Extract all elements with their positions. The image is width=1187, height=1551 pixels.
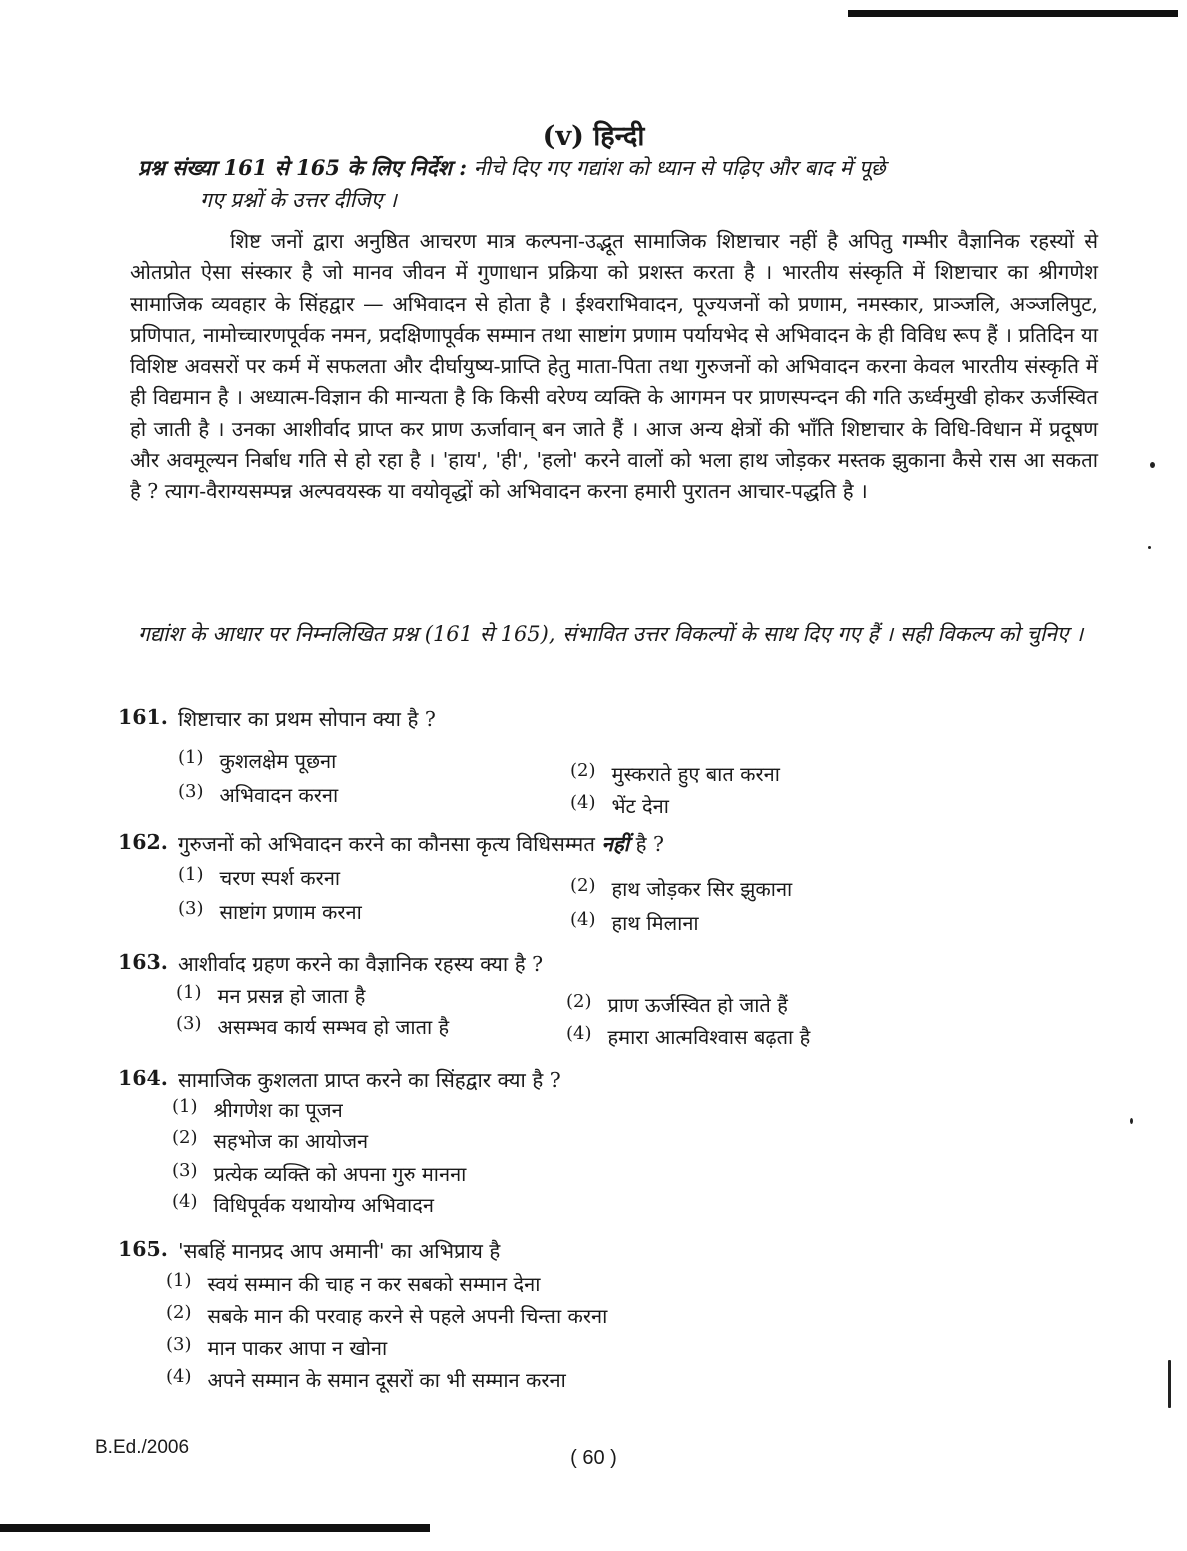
option-1: [178, 864, 340, 891]
option-text: स्वयं सम्मान की चाह न कर सबको सम्मान देना: [207, 1272, 541, 1296]
question-165: [118, 1237, 1098, 1392]
option-4: [166, 1366, 566, 1393]
scan-edge-line: [1168, 1360, 1171, 1408]
option-number: (2): [570, 760, 596, 781]
option-number: (4): [566, 1023, 592, 1044]
option-number: (2): [566, 991, 592, 1012]
bottom-edge-bar: [0, 1524, 430, 1532]
option-1: [166, 1270, 540, 1297]
option-4: [566, 1023, 810, 1050]
option-number: (3): [178, 898, 204, 919]
option-text: चरण स्पर्श करना: [219, 866, 341, 890]
option-2: [166, 1302, 607, 1329]
option-text: हाथ जोड़कर सिर झुकाना: [611, 877, 793, 901]
option-2: [566, 991, 788, 1018]
option-text: प्रत्येक व्यक्ति को अपना गुरु मानना: [213, 1162, 467, 1186]
option-text: मन प्रसन्न हो जाता है: [217, 984, 366, 1008]
instruction-1-label: प्रश्न संख्या 161 से 165 के लिए निर्देश :: [138, 155, 467, 180]
option-text: सबके मान की परवाह करने से पहले अपनी चिन्ता करना: [207, 1304, 608, 1328]
option-number: (3): [166, 1334, 192, 1355]
question-162: [118, 830, 1098, 935]
option-number: (3): [176, 1013, 202, 1034]
option-number: (3): [178, 781, 204, 802]
option-number: (2): [166, 1302, 192, 1323]
question-text: 'सबहिं मानप्रद आप अमानी' का अभिप्राय है: [177, 1239, 501, 1263]
option-4: [172, 1191, 434, 1218]
option-number: (3): [172, 1160, 198, 1181]
option-4: [570, 909, 699, 936]
option-3: [166, 1334, 387, 1361]
option-text: विधिपूर्वक यथायोग्य अभिवादन: [213, 1193, 434, 1217]
option-text: मान पाकर आपा न खोना: [207, 1336, 388, 1360]
option-text: अभिवादन करना: [219, 783, 339, 807]
instruction-1-continuation: गए प्रश्नों के उत्तर दीजिए ।: [200, 188, 397, 212]
option-text: साष्टांग प्रणाम करना: [219, 900, 362, 924]
option-number: (1): [176, 982, 202, 1003]
section-title: (v) हिन्दी: [542, 121, 645, 152]
scan-speck: [1130, 1118, 1133, 1124]
option-number: (1): [178, 864, 204, 885]
question-text-after: है ?: [635, 832, 664, 856]
option-2: [570, 875, 792, 902]
option-text: मुस्कराते हुए बात करना: [611, 762, 780, 786]
passage: शिष्ट जनों द्वारा अनुष्ठित आचरण मात्र कल्पना-उद्भूत सामाजिक शिष्टाचार नहीं है अपितु गम्भीर वैज्ञानिक रहस्यों से ओतप्रोत ऐसा संस्कार है जो मानव जीवन में गुणाधान प्रक्रिया को प्रशस्त करता है । भारतीय संस्कृति में शिष्टाचार का श्रीगणेश सामाजिक व्यवहार के सिंहद्वार — अभिवादन से होता है । ईश्वराभिवादन, पूज्यजनों को प्रणाम, नमस्कार, प्राञ्जलि, अञ्जलिपुट, प्रणिपात, नामोच्चारणपूर्वक नमन, प्रदक्षिणापूर्वक सम्मान तथा साष्टांग प्रणाम पर्यायभेद से अभिवादन के ही विविध रूप हैं । प्रतिदिन या विशिष्ट अवसरों पर कर्म में सफलता और दीर्घायुष्य-प्राप्ति हेतु माता-पिता तथा गुरुजनों को अभिवादन करना केवल भारतीय संस्कृति में ही विद्यमान है । अध्यात्म-विज्ञान की मान्यता है कि किसी वरेण्य व्यक्ति के आगमन पर प्राणस्पन्दन की गति ऊर्ध्वमुखी होकर ऊर्जस्वित हो जाती है । उनका आशीर्वाद प्राप्त कर प्राण ऊर्जावान् बन जाते हैं । आज अन्य क्षेत्रों की भाँति शिष्टाचार के विधि-विधान में प्रदूषण और अवमूल्यन निर्बाध गति से हो रहा है । 'हाय', 'ही', 'हलो' करने वालों को भला हाथ जोड़कर मस्तक झुकाना कैसे रास आ सकता है ? त्याग-वैराग्यसम्पन्न अल्पवयस्क या वयोवृद्धों को अभिवादन करना हमारी पुरातन आचार-पद्धति है ।: [130, 229, 1098, 504]
instruction-1-text: नीचे दिए गए गद्यांश को ध्यान से पढ़िए और बाद में पूछे: [473, 156, 886, 180]
question-text: सामाजिक कुशलता प्राप्त करने का सिंहद्वार क्या है ?: [177, 1068, 561, 1092]
option-1: [172, 1096, 343, 1123]
question-text-before: गुरुजनों को अभिवादन करने का कौनसा कृत्य विधिसम्मत: [177, 832, 595, 856]
option-3: [176, 1013, 449, 1040]
option-number: (2): [570, 875, 596, 896]
scan-speck: [1148, 546, 1151, 549]
question-161: [118, 705, 1098, 818]
option-text: कुशलक्षेम पूछना: [219, 749, 337, 773]
question-number: 164.: [118, 1066, 168, 1090]
option-1: [178, 747, 336, 774]
option-3: [178, 781, 338, 808]
option-number: (1): [172, 1096, 198, 1117]
option-text: भेंट देना: [611, 794, 669, 818]
top-edge-bar: [848, 10, 1178, 17]
instruction-1: [138, 152, 1100, 216]
option-text: हमारा आत्मविश्वास बढ़ता है: [607, 1025, 811, 1049]
option-text: असम्भव कार्य सम्भव हो जाता है: [217, 1015, 450, 1039]
option-text: अपने सम्मान के समान दूसरों का भी सम्मान करना: [207, 1368, 566, 1392]
option-4: [570, 792, 669, 819]
option-1: [176, 982, 365, 1009]
option-number: (4): [172, 1191, 198, 1212]
footer-page-number: ( 60 ): [570, 1447, 617, 1469]
option-number: (1): [178, 747, 204, 768]
question-number: 161.: [118, 705, 168, 729]
question-number: 163.: [118, 950, 168, 974]
option-3: [178, 898, 362, 925]
question-text: शिष्टाचार का प्रथम सोपान क्या है ?: [177, 707, 436, 731]
question-text-emphasis: नहीं: [601, 832, 630, 856]
option-number: (1): [166, 1270, 192, 1291]
option-2: [172, 1127, 368, 1154]
option-text: सहभोज का आयोजन: [213, 1129, 369, 1153]
question-number: 162.: [118, 830, 168, 854]
option-text: श्रीगणेश का पूजन: [213, 1098, 343, 1122]
scan-speck: [1150, 462, 1155, 468]
question-text: [178, 830, 664, 858]
footer-exam-code: B.Ed./2006: [95, 1437, 190, 1458]
question-text: आशीर्वाद ग्रहण करने का वैज्ञानिक रहस्य क्या है ?: [177, 952, 544, 976]
option-number: (4): [570, 792, 596, 813]
question-164: [118, 1066, 1098, 1217]
option-2: [570, 760, 780, 787]
question-163: [118, 950, 1098, 1049]
instruction-2: गद्यांश के आधार पर निम्नलिखित प्रश्न (161 से 165), संभावित उत्तर विकल्पों के साथ दिए गए हैं । सही विकल्प को चुनिए ।: [138, 622, 1084, 646]
question-number: 165.: [118, 1237, 168, 1261]
option-text: हाथ मिलाना: [611, 911, 699, 935]
option-number: (4): [570, 909, 596, 930]
option-3: [172, 1160, 466, 1187]
option-text: प्राण ऊर्जस्वित हो जाते हैं: [607, 993, 788, 1017]
option-number: (2): [172, 1127, 198, 1148]
option-number: (4): [166, 1366, 192, 1387]
